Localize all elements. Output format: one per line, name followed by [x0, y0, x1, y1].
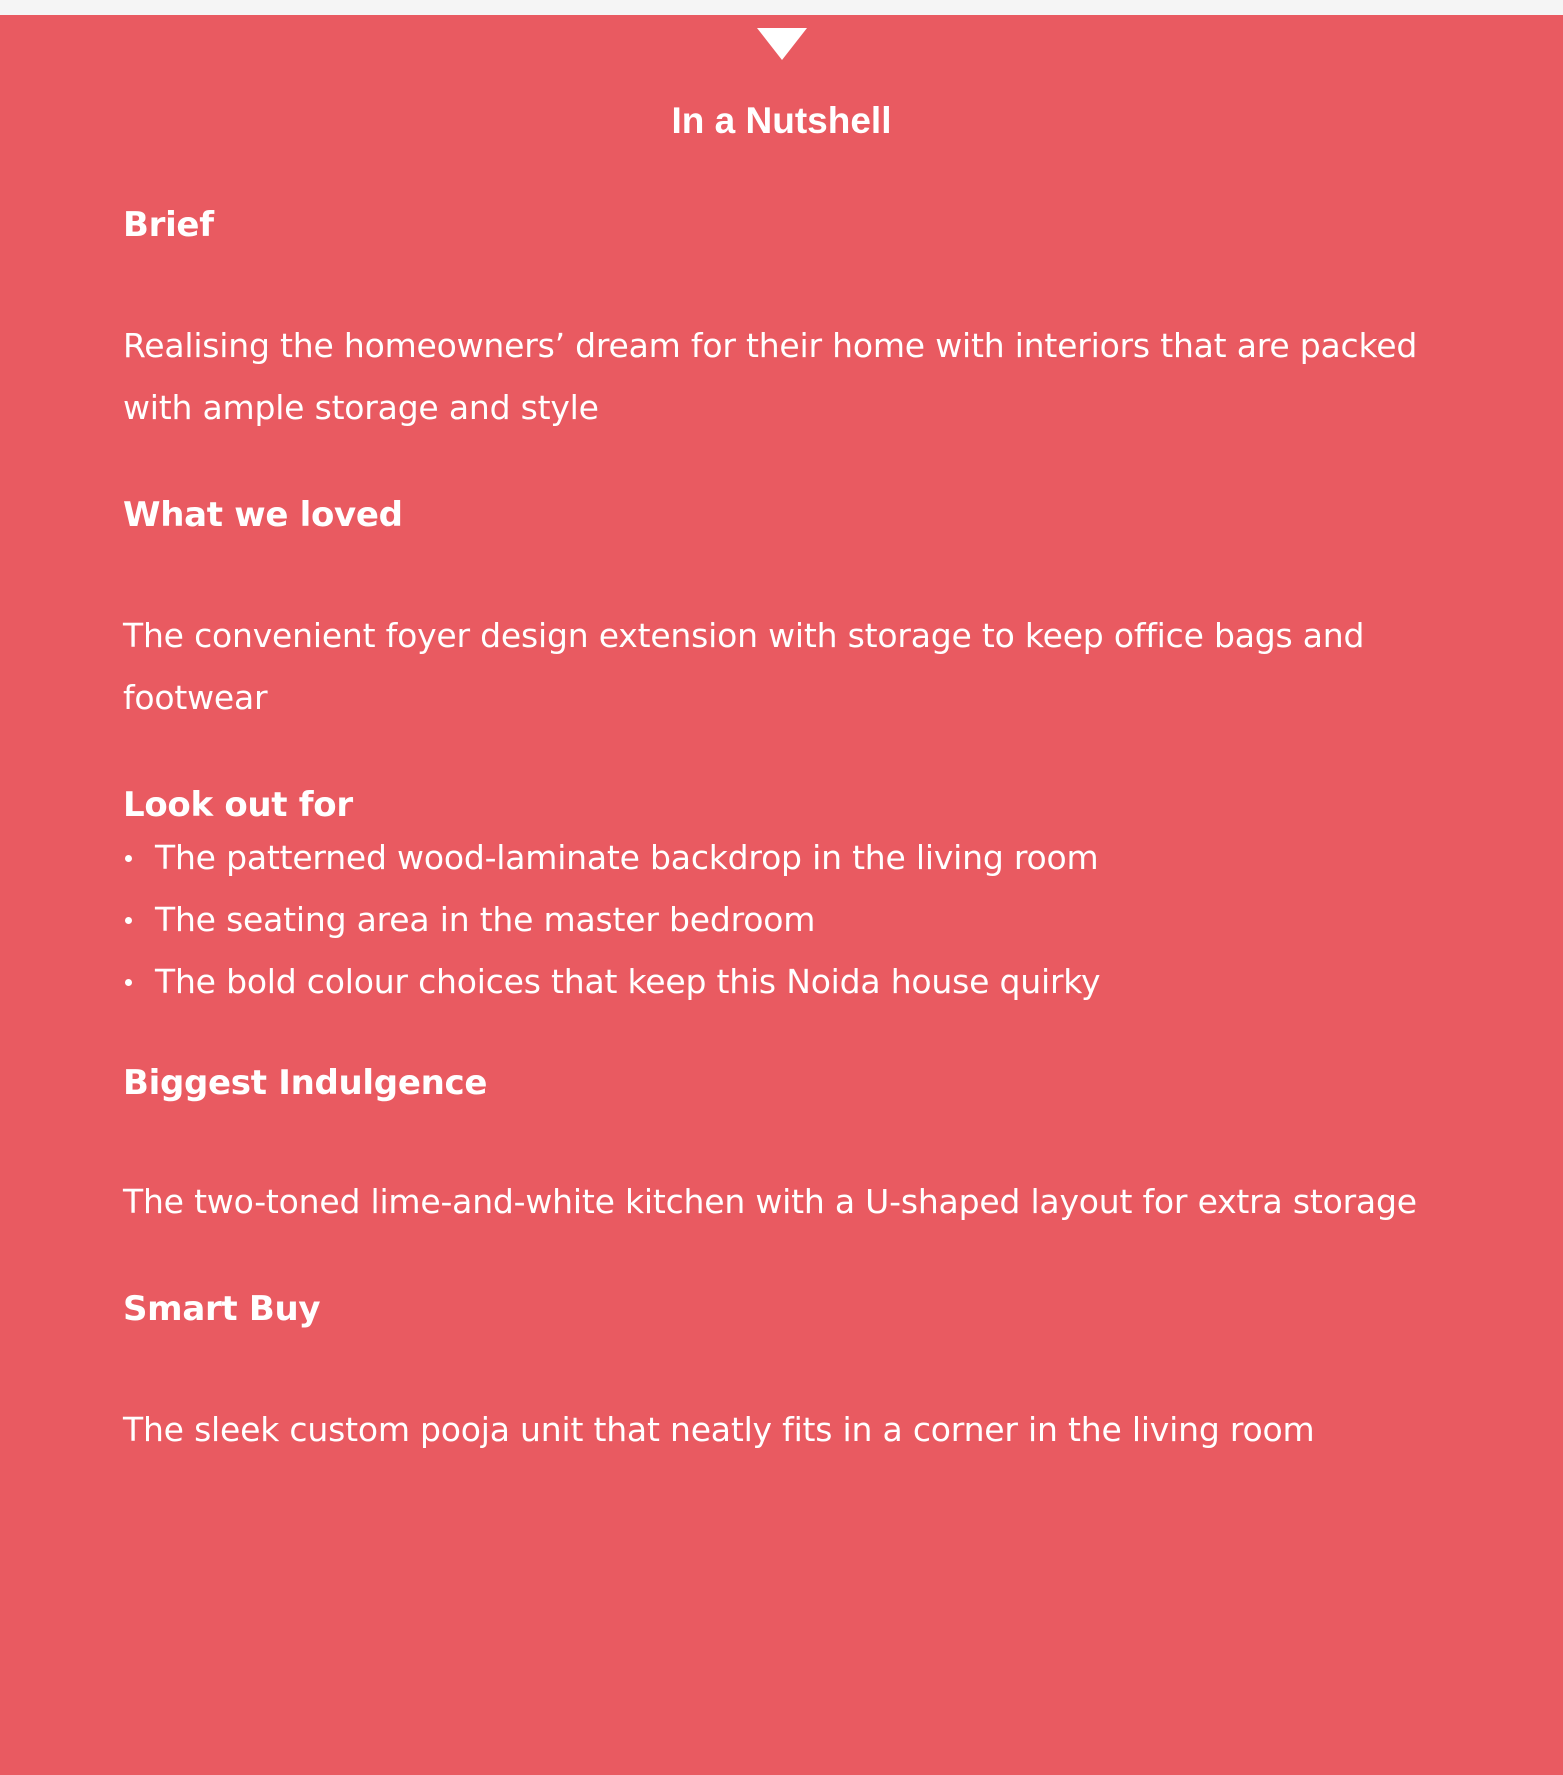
indulgence-text: The two-toned lime-and-white kitchen with a U-shaped layout for extra storage	[123, 1182, 1417, 1221]
bullet-icon	[125, 855, 132, 862]
brief-text: Realising the homeowners’ dream for their home with interiors that are packed with ample storage and style	[123, 326, 1418, 427]
list-item	[123, 889, 1453, 951]
brief-heading: Brief	[123, 205, 214, 245]
list-item-text: The patterned wood-laminate backdrop in the living room	[155, 838, 1099, 877]
nutshell-card	[0, 15, 1563, 1775]
card-content	[123, 203, 1453, 1461]
look-out-list	[123, 827, 1453, 1013]
list-item-text: The seating area in the master bedroom	[155, 900, 816, 939]
card-title: In a Nutshell	[671, 100, 892, 141]
bullet-icon	[125, 979, 132, 986]
list-item	[123, 951, 1453, 1013]
loved-text: The convenient foyer design extension with storage to keep office bags and footwear	[123, 616, 1365, 717]
bullet-icon	[125, 917, 132, 924]
card-notch-pointer	[757, 28, 807, 60]
look-out-heading: Look out for	[123, 785, 353, 825]
loved-heading: What we loved	[123, 495, 403, 535]
smart-buy-text: The sleek custom pooja unit that neatly fits in a corner in the living room	[123, 1410, 1315, 1449]
indulgence-heading: Biggest Indulgence	[123, 1063, 488, 1103]
list-item-text: The bold colour choices that keep this Noida house quirky	[155, 962, 1101, 1001]
list-item	[123, 827, 1453, 889]
smart-buy-heading: Smart Buy	[123, 1289, 321, 1329]
